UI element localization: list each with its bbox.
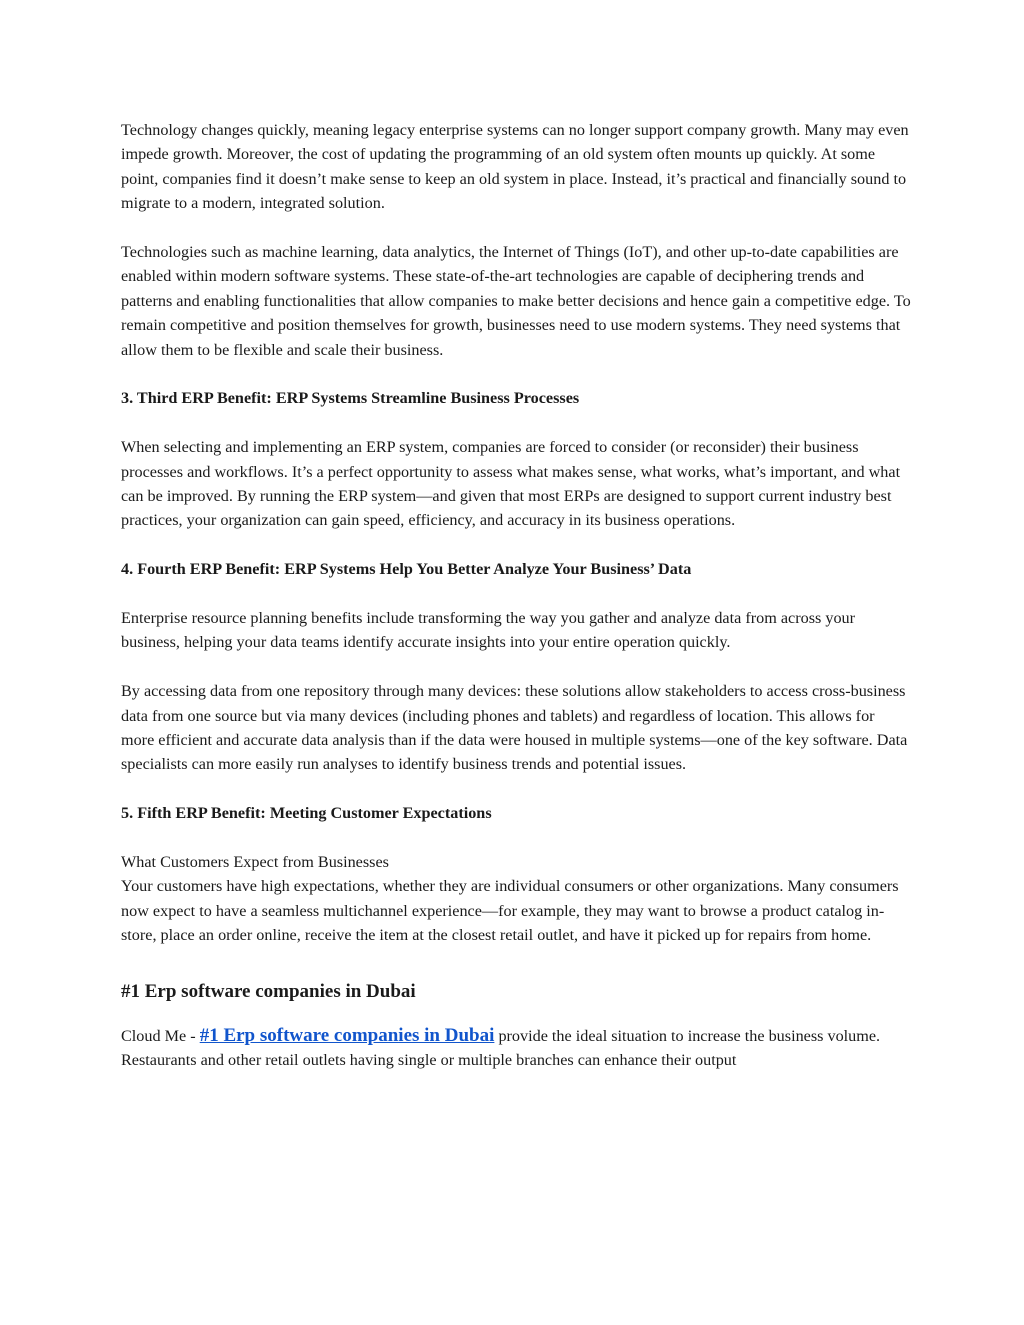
spacer: [121, 411, 911, 435]
heading-fourth-benefit: 4. Fourth ERP Benefit: ERP Systems Help You Better Analyze Your Business’ Data: [121, 560, 692, 579]
paragraph-cloud-me: [121, 1024, 911, 1073]
paragraph-customer-expectations-title: What Customers Expect from Businesses: [121, 853, 389, 872]
spacer: [121, 777, 911, 801]
spacer: [121, 582, 911, 606]
erp-companies-dubai-link[interactable]: #1 Erp software companies in Dubai: [199, 1024, 495, 1046]
cloud-me-suffix: provide the ideal situation to increase the business volume. Restaurants and other retail outlets having single or multiple branches can enhance their output: [121, 1026, 881, 1070]
spacer: [121, 655, 911, 679]
paragraph-modern-technologies: Technologies such as machine learning, data analytics, the Internet of Things (IoT), and other up-to-date capabilities are enabled within modern software systems. These state-of-the-art technologies are capable of deciphering trends and patterns and enabling functionalities that allow companies to make better decisions and hence gain a competitive edge. To remain competitive and position themselves for growth, businesses need to use modern systems. They need systems that allow them to be flexible and scale their business.: [121, 243, 911, 359]
heading-erp-companies-dubai: #1 Erp software companies in Dubai: [121, 980, 416, 1002]
paragraph-streamline-processes: When selecting and implementing an ERP system, companies are forced to consider (or reconsider) their business processes and workflows. It’s a perfect opportunity to assess what makes sense, what works, what’s important, and what can be improved. By running the ERP system—and given that most ERPs are designed to support current industry best practices, your organization can gain speed, efficiency, and accuracy in its business operations.: [121, 438, 901, 530]
spacer: [121, 362, 911, 386]
spacer: [121, 216, 911, 240]
heading-third-benefit: 3. Third ERP Benefit: ERP Systems Streamline Business Processes: [121, 389, 580, 408]
heading-fifth-benefit: 5. Fifth ERP Benefit: Meeting Customer Expectations: [121, 804, 492, 823]
paragraph-legacy-systems: Technology changes quickly, meaning legacy enterprise systems can no longer support company growth. Many may even impede growth. Moreover, the cost of updating the programming of an old system often mounts up quickly. At some point, companies find it doesn’t make sense to keep an old system in place. Instead, it’s practical and financially sound to migrate to a modern, integrated solution.: [121, 121, 909, 213]
paragraph-customer-expectations: Your customers have high expectations, whether they are individual consumers or other organizations. Many consumers now expect to have a seamless multichannel experience—for example, they may want to browse a product catalog in-store, place an order online, receive the item at the closest retail outlet, and have it picked up for repairs from home.: [121, 877, 899, 945]
paragraph-data-repository: By accessing data from one repository through many devices: these solutions allow stakeholders to access cross-business data from one source but via many devices (including phones and tablets) and regardless of location. This allows for more efficient and accurate data analysis than if the data were housed in multiple systems—one of the key software. Data specialists can more easily run analyses to identify business trends and potential issues.: [121, 682, 908, 774]
spacer: [121, 533, 911, 557]
spacer: [121, 826, 911, 850]
document-page: [121, 118, 911, 1073]
cloud-me-prefix: Cloud Me -: [121, 1026, 200, 1045]
paragraph-analyze-data: Enterprise resource planning benefits include transforming the way you gather and analyze data from across your business, helping your data teams identify accurate insights into your entire operation quickly.: [121, 609, 856, 652]
